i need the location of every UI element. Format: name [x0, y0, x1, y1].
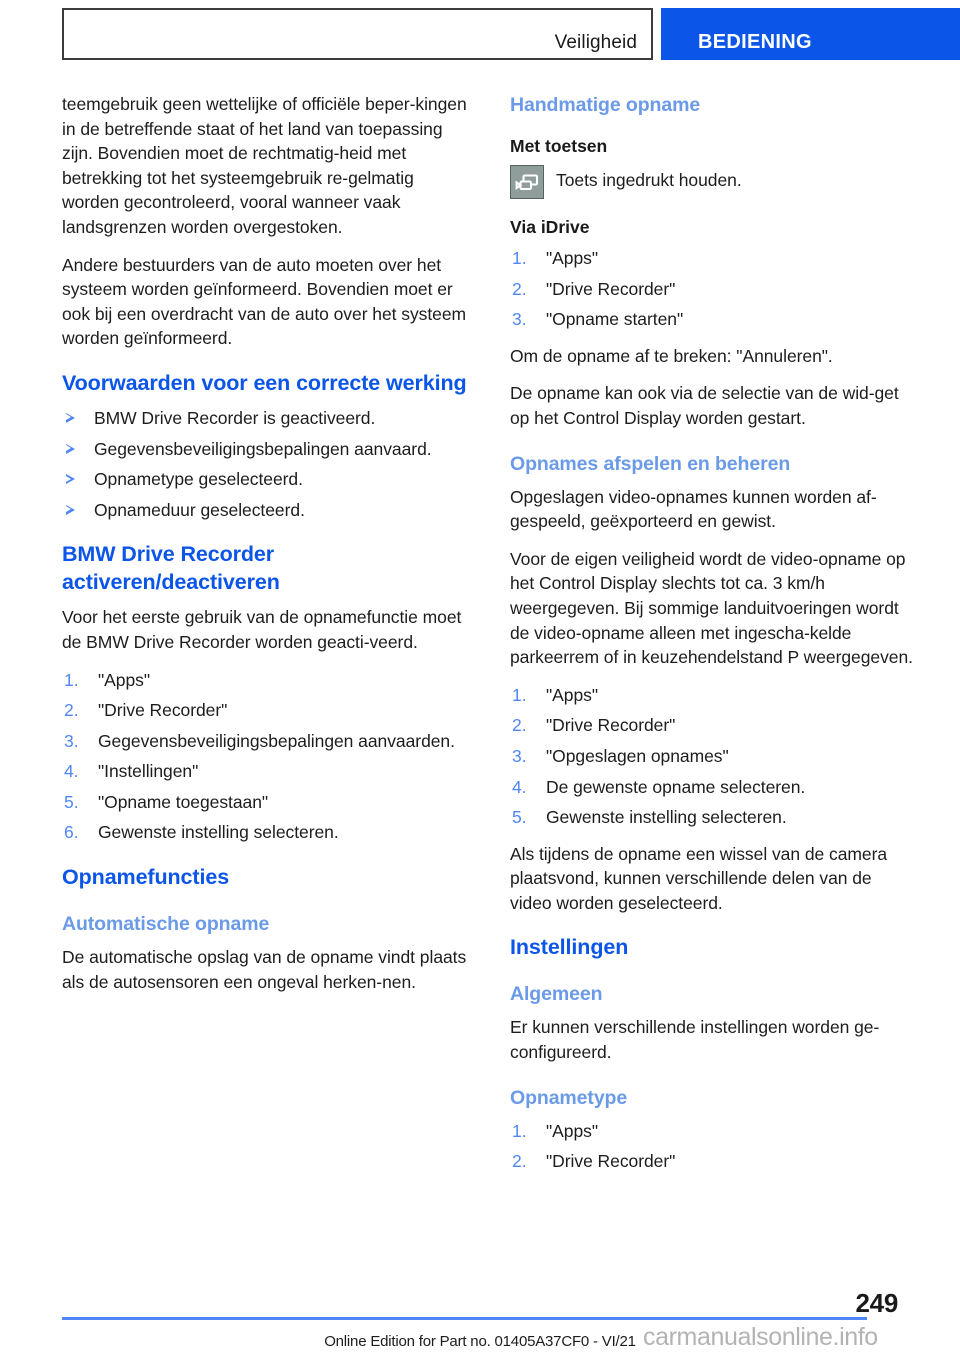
paragraph-afbreken: Om de opname af te breken: "Annuleren". [510, 345, 833, 366]
list-item: "Apps" [98, 669, 151, 690]
paragraph-camera-wissel: Als tijdens de opname een wissel van de camera plaatsvond, kunnen verschillende delen van de video worden geselecteerd. [510, 843, 888, 913]
heading-via-idrive: Via iDrive [510, 217, 590, 237]
afspelen-steps-list [510, 683, 916, 830]
voorwaarden-list [62, 406, 468, 522]
list-item: "Drive Recorder" [98, 700, 228, 721]
list-item: "Opname starten" [546, 309, 684, 330]
key-instruction-row [510, 165, 916, 199]
header-section-title: Veiligheid [554, 32, 637, 53]
list-item [62, 467, 468, 492]
paragraph-other-drivers: Andere bestuurders van de auto moeten over het systeem worden geïnformeerd. Bovendien moet er ook bij een overdracht van de auto over het systeem worden geïnformeerd. [62, 254, 467, 349]
paragraph-continued: teemgebruik geen wettelijke of officiële beper-kingen in de betreffende staat of het land van toepassing zijn. Bovendien moet de rechtmatig-heid met betrekking tot het systeemgebruik re-gelmatig worden gecontroleerd, vooral wanneer vaak landsgrenzen worden overgestoken. [62, 94, 467, 237]
watermark: carmanualsonline.info [643, 1323, 878, 1351]
header-section-box [62, 8, 653, 60]
page-number: 249 [855, 1288, 898, 1318]
list-item-label: Gegevensbeveiligingsbepalingen aanvaard. [94, 438, 432, 459]
heading-algemeen: Algemeen [510, 983, 603, 1006]
list-item-label: BMW Drive Recorder is geactiveerd. [94, 407, 376, 428]
heading-opnamefuncties: Opnamefuncties [62, 865, 230, 890]
paragraph-activeren: Voor het eerste gebruik van de opnamefunctie moet de BMW Drive Recorder worden geacti-veerd. [62, 607, 462, 652]
video-camera-key-icon [510, 165, 544, 199]
page-footer [0, 1286, 960, 1362]
right-column [510, 92, 916, 1186]
activeren-steps-list [62, 668, 468, 846]
footer-edition-note: Online Edition for Part no. 01405A37CF0 - VI/21 [324, 1333, 636, 1350]
heading-handmatige-opname: Handmatige opname [510, 94, 701, 116]
triangle-bullet-icon [66, 505, 75, 515]
page-header [0, 0, 960, 68]
triangle-bullet-icon [66, 474, 75, 484]
opnametype-steps-list [510, 1119, 916, 1174]
list-item: Gewenste instelling selecteren. [98, 822, 339, 843]
key-instruction-label: Toets ingedrukt houden. [556, 170, 742, 190]
list-item-label: Opnameduur geselecteerd. [94, 499, 305, 520]
list-item: "Opname toegestaan" [98, 791, 269, 812]
list-item [62, 406, 468, 431]
list-item: Gewenste instelling selecteren. [546, 807, 787, 828]
heading-activeren-deactiveren: BMW Drive Recorder activeren/deactiveren [62, 542, 280, 595]
list-item: "Drive Recorder" [546, 278, 676, 299]
list-item-label: Opnametype geselecteerd. [94, 469, 303, 490]
paragraph-widget: De opname kan ook via de selectie van de wid-get op het Control Display worden gestart. [510, 383, 899, 428]
header-chapter-title: BEDIENING [698, 31, 812, 53]
list-item: "Apps" [546, 248, 599, 268]
list-item: Gegevensbeveiligingsbepalingen aanvaarden. [98, 730, 455, 751]
list-item: "Drive Recorder" [546, 715, 676, 736]
heading-opnametype: Opnametype [510, 1086, 628, 1109]
list-item: "Instellingen" [98, 761, 199, 782]
left-column [62, 92, 468, 1007]
triangle-bullet-icon [66, 444, 75, 454]
paragraph-automatische: De automatische opslag van de opname vindt plaats als de autosensoren een ongeval herken-nen. [62, 947, 467, 992]
list-item [62, 437, 468, 462]
paragraph-opgeslagen: Opgeslagen video-opnames kunnen worden af-gespeeld, geëxporteerd en gewist. [510, 486, 877, 532]
list-item [62, 498, 468, 523]
list-item: "Drive Recorder" [546, 1151, 676, 1172]
heading-voorwaarden: Voorwaarden voor een correcte werking [62, 370, 467, 395]
idrive-steps-list [510, 246, 916, 332]
list-item: "Apps" [546, 684, 599, 705]
footer-divider [62, 1317, 867, 1320]
list-item: "Apps" [546, 1120, 599, 1141]
heading-automatische-opname: Automatische opname [62, 913, 270, 936]
header-chapter-box [661, 8, 960, 60]
heading-instellingen: Instellingen [510, 935, 629, 960]
heading-met-toetsen: Met toetsen [510, 136, 608, 156]
list-item: De gewenste opname selecteren. [546, 776, 806, 797]
triangle-bullet-icon [66, 413, 75, 423]
heading-opnames-afspelen: Opnames afspelen en beheren [510, 452, 791, 475]
paragraph-veiligheid: Voor de eigen veiligheid wordt de video-opname op het Control Display slechts tot ca. 3 km/h weergegeven. Bij sommige landuitvoeringen wordt de video-opname alleen met ingescha-kelde parkeerrem of in keuzehendelstand P weergegeven. [510, 548, 913, 668]
paragraph-algemeen: Er kunnen verschillende instellingen worden ge-configureerd. [510, 1017, 880, 1063]
list-item: "Opgeslagen opnames" [546, 745, 729, 766]
